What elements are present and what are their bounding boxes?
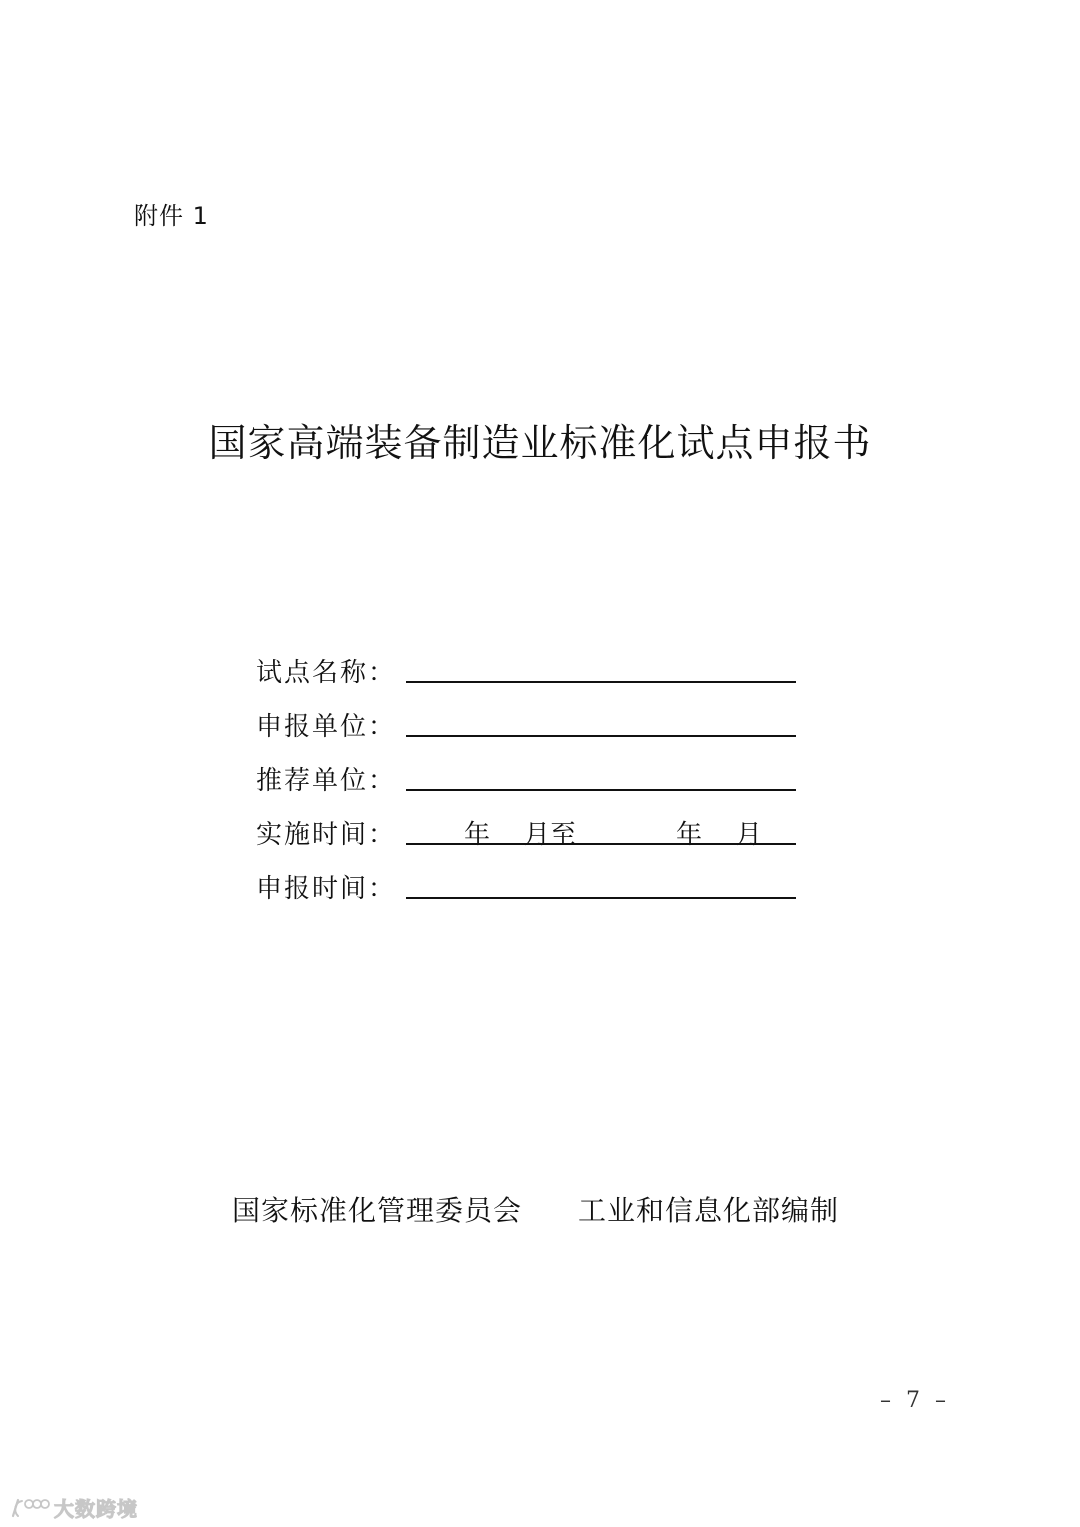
- application-form: [256, 646, 816, 916]
- apply-date-label: 申报时间：: [256, 874, 397, 904]
- pilot-name-label: 试点名称：: [256, 658, 397, 688]
- annex-label: 附件 1: [134, 202, 209, 230]
- recommender-label: 推荐单位：: [256, 766, 397, 796]
- watermark: [10, 1493, 138, 1522]
- period-month-to: 月至: [524, 820, 577, 850]
- footer-org-sac: 国家标准化管理委员会: [232, 1194, 523, 1227]
- applicant-label: 申报单位：: [256, 712, 397, 742]
- form-row-period: [256, 808, 816, 862]
- form-row-recommender: [256, 754, 816, 808]
- document-title: 国家高端装备制造业标准化试点申报书: [208, 421, 872, 465]
- applicant-field[interactable]: [406, 735, 796, 737]
- apply-date-field[interactable]: [406, 897, 796, 899]
- logo-icon: [10, 1496, 50, 1520]
- form-row-apply-date: [256, 862, 816, 916]
- form-row-applicant: [256, 700, 816, 754]
- page-number: – 7 –: [880, 1388, 950, 1413]
- period-year-end: 年: [676, 820, 703, 850]
- period-month-end: 月: [736, 820, 763, 850]
- period-label: 实施时间：: [256, 820, 397, 850]
- footer-org-miit: 工业和信息化部编制: [578, 1194, 840, 1227]
- recommender-field[interactable]: [406, 789, 796, 791]
- form-row-pilot-name: [256, 646, 816, 700]
- period-year-start: 年: [464, 820, 491, 850]
- pilot-name-field[interactable]: [406, 681, 796, 683]
- watermark-text: 大数跨境: [54, 1497, 138, 1521]
